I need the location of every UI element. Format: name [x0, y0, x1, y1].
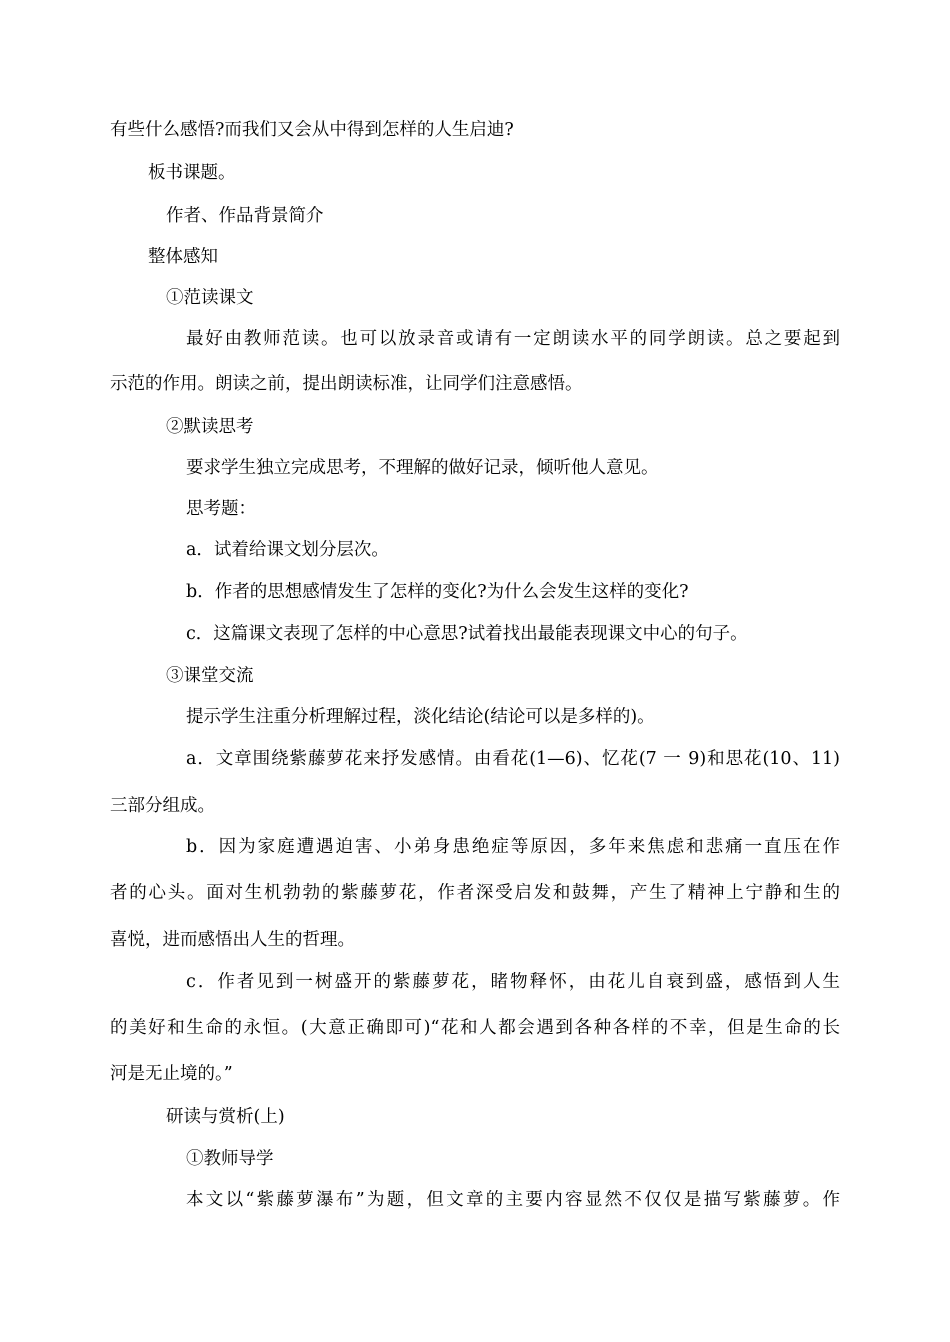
- section-heading: 研读与赏析(上): [166, 1107, 285, 1127]
- list-item: c．这篇课文表现了怎样的中心意思?试着找出最能表现课文中心的句子。: [186, 624, 748, 644]
- paragraph-line: 本文以“紫藤萝瀑布”为题，但文章的主要内容显然不仅仅是描写紫藤萝。作: [186, 1190, 840, 1210]
- text-line: 板书课题。: [148, 163, 236, 183]
- text-line: 思考题：: [186, 499, 256, 519]
- list-item: b．因为家庭遭遇迫害、小弟身患绝症等原因，多年来焦虑和悲痛一直压在作: [186, 837, 840, 857]
- paragraph-line: 最好由教师范读。也可以放录音或请有一定朗读水平的同学朗读。总之要起到: [186, 329, 840, 349]
- section-heading: 作者、作品背景简介: [166, 206, 324, 226]
- paragraph-line: 提示学生注重分析理解过程，淡化结论(结论可以是多样的)。: [186, 707, 655, 727]
- paragraph-line: 示范的作用。朗读之前，提出朗读标准，让同学们注意感悟。: [110, 374, 583, 394]
- list-item: a．试着给课文划分层次。: [186, 540, 389, 560]
- list-item: c．作者见到一树盛开的紫藤萝花，睹物释怀，由花儿自衰到盛，感悟到人生: [186, 972, 840, 992]
- list-item: b．作者的思想感情发生了怎样的变化?为什么会发生这样的变化?: [186, 582, 689, 602]
- subsection-heading: ③课堂交流: [166, 666, 254, 686]
- paragraph-line: 者的心头。面对生机勃勃的紫藤萝花，作者深受启发和鼓舞，产生了精神上宁静和生的: [110, 883, 840, 903]
- paragraph-line: 三部分组成。: [110, 796, 215, 816]
- paragraph-line: 要求学生独立完成思考，不理解的做好记录，倾听他人意见。: [186, 458, 659, 478]
- subsection-heading: ①范读课文: [166, 288, 254, 308]
- text-line: 有些什么感悟?而我们又会从中得到怎样的人生启迪?: [110, 120, 514, 140]
- paragraph-line: 河是无止境的。”: [110, 1064, 233, 1084]
- subsection-heading: ②默读思考: [166, 417, 254, 437]
- subsection-heading: ①教师导学: [186, 1149, 274, 1169]
- paragraph-line: 喜悦，进而感悟出人生的哲理。: [110, 930, 355, 950]
- list-item: a．文章围绕紫藤萝花来抒发感情。由看花(1—6)、忆花(7 一 9)和思花(10、11): [186, 749, 840, 769]
- paragraph-line: 的美好和生命的永恒。(大意正确即可)“花和人都会遇到各种各样的不幸，但是生命的长: [110, 1018, 840, 1038]
- section-heading: 整体感知: [148, 247, 218, 267]
